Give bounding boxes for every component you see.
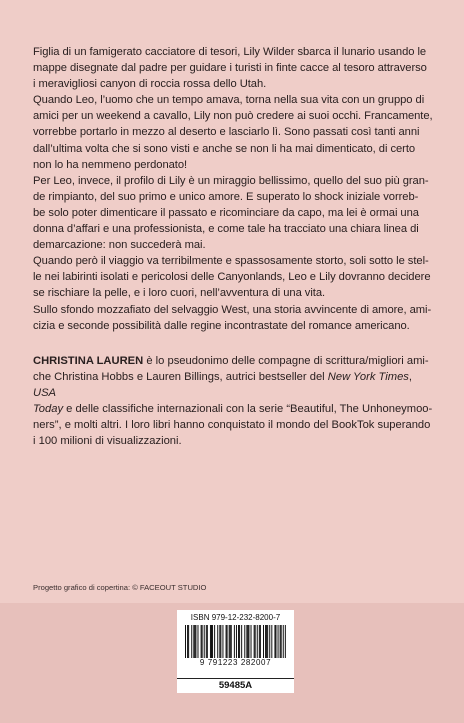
bio-line: i 100 milioni di visualizzazioni. — [33, 435, 182, 448]
barcode — [177, 610, 294, 678]
usa-title: USA — [33, 386, 57, 399]
barcode-bar — [254, 625, 255, 658]
barcode-bar — [246, 625, 247, 658]
synopsis-line: Sullo sfondo mozzafiato del selvaggio West, una storia avvincente di amore, ami- — [33, 303, 432, 316]
barcode-bar — [239, 625, 240, 658]
barcode-bar — [247, 625, 248, 658]
barcode-bar — [238, 625, 239, 658]
barcode-bar — [222, 625, 223, 658]
synopsis-line: non lo ha nemmeno perdonato! — [33, 158, 188, 171]
barcode-bar — [191, 625, 192, 658]
barcode-bar — [259, 625, 260, 658]
synopsis-line: Per Leo, invece, il profilo di Lily è un miraggio bellissimo, quello del suo più gran- — [33, 174, 429, 187]
barcode-bar — [251, 625, 252, 658]
barcode-bar — [234, 625, 235, 658]
barcode-bar — [227, 625, 228, 658]
bio-line — [33, 401, 433, 417]
barcode-bar — [266, 625, 267, 658]
barcode-bars — [185, 625, 286, 658]
synopsis-line: le nei labirinti isolati e pericolosi delle Canyonlands, Leo e Lily dovranno decidere — [33, 271, 431, 284]
barcode-bar — [226, 625, 227, 658]
author-bio — [33, 353, 433, 450]
cover-design-credit: Progetto grafico di copertina: © FACEOUT STUDIO — [33, 583, 207, 592]
barcode-bar — [220, 625, 221, 658]
barcode-bar — [275, 625, 276, 658]
bio-line — [33, 353, 433, 369]
barcode-bar — [265, 625, 266, 658]
barcode-bar — [257, 625, 258, 658]
barcode-bar — [197, 625, 198, 658]
bio-text: è lo pseudonimo delle compagne di scrittura/migliori ami- — [143, 354, 429, 367]
bio-text: , — [408, 370, 413, 383]
bio-text: e delle classifiche internazionali con la serie “Beautiful, The Unhoneymoo- — [63, 402, 433, 415]
barcode-bar — [204, 625, 205, 658]
barcode-bar — [231, 625, 232, 658]
synopsis-line: amici per un weekend a cavallo, Lily non può credere ai suoi occhi. Francamente, — [33, 110, 433, 123]
barcode-bar — [201, 625, 202, 658]
synopsis-line: i meravigliosi canyon di roccia rossa dello Utah. — [33, 78, 267, 91]
synopsis-line: dall’ultima volta che si sono visti e anche se non li ha mai dimenticato, di certo — [33, 142, 416, 155]
barcode-bar — [271, 625, 272, 658]
barcode-bar — [230, 625, 231, 658]
barcode-bar — [236, 625, 237, 658]
barcode-bar — [278, 625, 279, 658]
bio-line — [33, 369, 433, 401]
barcode-bar — [193, 625, 194, 658]
barcode-bar — [212, 625, 213, 658]
barcode-bar — [281, 625, 282, 658]
barcode-bar — [244, 625, 245, 658]
synopsis-line: demarcazione: non succederà mai. — [33, 239, 206, 252]
barcode-bar — [185, 625, 186, 658]
synopsis-line: Figlia di un famigerato cacciatore di tesori, Lily Wilder sbarca il lunario usando le — [33, 46, 427, 58]
barcode-bar — [217, 625, 218, 658]
barcode-bar — [269, 625, 270, 658]
synopsis-line: de rimpianto, del suo primo e unico amore. E superato lo shock iniziale vorreb- — [33, 190, 419, 203]
barcode-bar — [285, 625, 286, 658]
synopsis — [33, 44, 433, 334]
synopsis-line: mappe disegnate dal padre per guidare i turisti in finte cacce al tesoro attraverso — [33, 62, 427, 75]
barcode-bar — [241, 625, 242, 658]
barcode-bar — [187, 625, 188, 658]
barcode-bar — [207, 625, 208, 658]
barcode-bar — [255, 625, 256, 658]
barcode-bar — [211, 625, 212, 658]
barcode-bar — [260, 625, 261, 658]
bio-line: ners”, e molti altri. I loro libri hanno conquistato il mondo del BookTok superando — [33, 419, 431, 432]
barcode-bar — [202, 625, 203, 658]
price-code: 59485A — [177, 678, 294, 693]
barcode-bar — [206, 625, 207, 658]
barcode-bar — [195, 625, 196, 658]
synopsis-line: donna d’affari e una professionista, e come tale ha tracciato una chiara linea di — [33, 223, 419, 236]
barcode-bar — [280, 625, 281, 658]
barcode-bar — [267, 625, 268, 658]
bio-text: che Christina Hobbs e Lauren Billings, autrici bestseller del — [33, 370, 328, 383]
barcode-bar — [283, 625, 284, 658]
synopsis-line: vorrebbe portarlo in mezzo al deserto e lasciarlo lì. Sono passati così tanti anni — [33, 126, 420, 139]
usa-today-title: Today — [33, 402, 64, 415]
synopsis-line: se rischiare la pelle, e i loro cuori, nell’avventura di una vita. — [33, 287, 326, 300]
synopsis-line: Quando però il viaggio va terribilmente e spassosamente storto, soli sotto le stel- — [33, 255, 429, 268]
synopsis-line: cizia e seconde possibilità dalle regine incontrastate del romance americano. — [33, 319, 410, 332]
barcode-bar — [263, 625, 264, 658]
barcode-bar — [229, 625, 230, 658]
barcode-digits: 9 791223 282007 — [199, 658, 272, 667]
synopsis-line: Quando Leo, l’uomo che un tempo amava, torna nella sua vita con un gruppo di — [33, 94, 425, 107]
author-name: CHRISTINA LAUREN — [33, 354, 144, 367]
barcode-bar — [274, 625, 275, 658]
barcode-bar — [194, 625, 195, 658]
barcode-bar — [219, 625, 220, 658]
isbn-number: ISBN 979-12-232-8200-7 — [190, 613, 281, 622]
barcode-bar — [214, 625, 215, 658]
back-cover-text — [33, 44, 433, 449]
barcode-bar — [248, 625, 249, 658]
barcode-bar — [188, 625, 189, 658]
nyt-title: New York Times — [327, 370, 409, 383]
synopsis-line: be solo poter dimenticare il passato e ricominciare da capo, ma lei è ormai una — [33, 206, 419, 219]
barcode-bar — [210, 625, 211, 658]
